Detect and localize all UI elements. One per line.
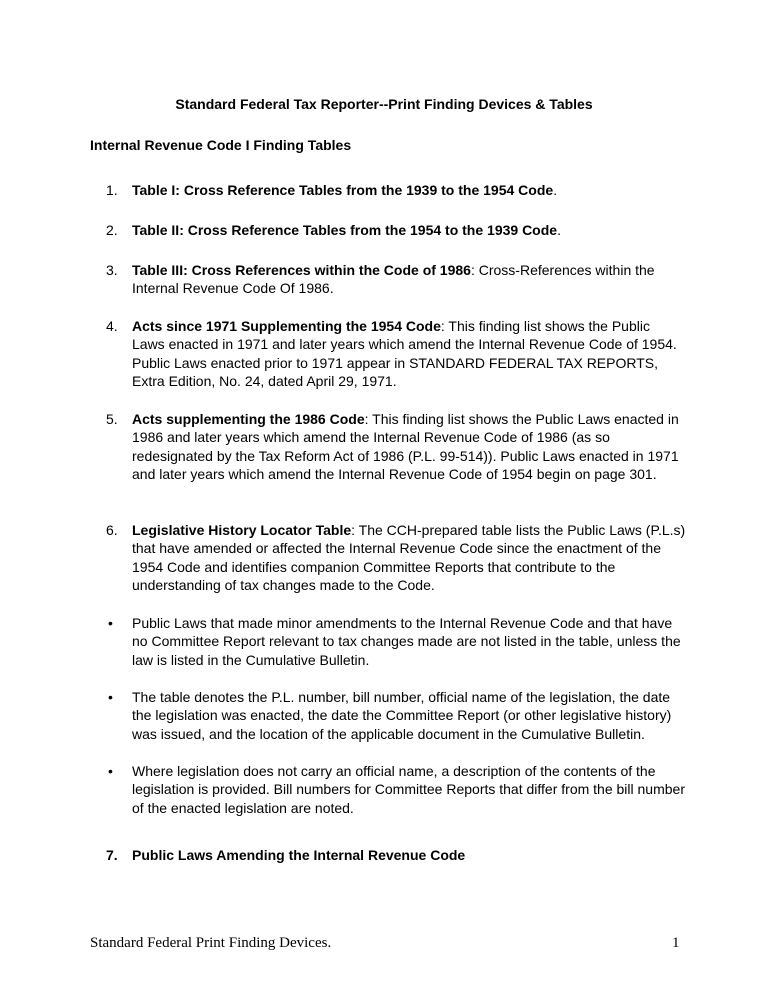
footer-text: Standard Federal Print Finding Devices. <box>90 935 332 951</box>
list-item-title: Legislative History Locator Table <box>132 522 352 538</box>
list-item-7 <box>106 847 465 863</box>
list-item-number: 1. <box>106 182 118 198</box>
list-item-number: 2. <box>106 222 118 238</box>
list-item-text: : Cross-References within the Internal Revenue Code Of 1986. <box>132 262 655 297</box>
list-item-number: 4. <box>106 318 118 334</box>
page-title: Standard Federal Tax Reporter--Print Finding Devices & Tables <box>175 96 593 112</box>
bullet-item-1 <box>108 614 686 669</box>
bullet-text: The table denotes the P.L. number, bill number, official name of the legislation, the date the legislation was enacted, the date the Committee Report (or other legislative history) was issued, and the location of the applicable document in the Cumulative Bulletin. <box>132 689 672 742</box>
list-item-4 <box>106 317 686 391</box>
bullet-icon: • <box>108 689 113 705</box>
list-item-3 <box>106 261 686 298</box>
bullet-icon: • <box>108 615 113 631</box>
bullet-item-2 <box>108 688 686 743</box>
bullet-text: Where legislation does not carry an official name, a description of the contents of the legislation is provided. Bill numbers for Committee Reports that differ from the bill number of the enacted legislation are noted. <box>132 763 685 816</box>
list-item-title: Acts supplementing the 1986 Code <box>132 411 365 427</box>
list-item-title: Table II: Cross Reference Tables from the 1954 to the 1939 Code <box>132 222 558 238</box>
bullet-text: Public Laws that made minor amendments to the Internal Revenue Code and that have no Committee Report relevant to tax changes made are not listed in the table, unless the law is listed in the Cumulative Bulletin. <box>132 615 681 668</box>
list-item-title: Public Laws Amending the Internal Revenue Code <box>132 847 466 863</box>
bullet-item-3 <box>108 762 686 817</box>
list-item-text: . <box>553 182 558 198</box>
list-item-2 <box>106 221 686 239</box>
list-item-number: 7. <box>106 847 118 863</box>
bullet-icon: • <box>108 763 113 779</box>
list-item-number: 5. <box>106 411 118 427</box>
list-item-text: : This finding list shows the Public Laws enacted in 1971 and later years which amend the Internal Revenue Code of 1954. Public Laws enacted prior to 1971 appear in STANDARD FEDERAL TAX REPORTS, Extra Edition, No. 24, dated April 29, 1971. <box>132 318 677 390</box>
list-item-5 <box>106 410 686 484</box>
list-item-1 <box>106 181 686 199</box>
list-item-number: 6. <box>106 522 118 538</box>
page-number: 1 <box>672 935 680 951</box>
list-item-title: Acts since 1971 Supplementing the 1954 Code <box>132 318 441 334</box>
list-item-text: : The CCH-prepared table lists the Public Laws (P.L.s) that have amended or affected the Internal Revenue Code since the enactment of the 1954 Code and identifies companion Committee Reports that contribute to the understanding of tax changes made to the Code. <box>132 522 686 594</box>
list-item-title: Table III: Cross References within the Code of 1986 <box>132 262 471 278</box>
list-item-text: : This finding list shows the Public Laws enacted in 1986 and later years which amend the Internal Revenue Code of 1986 (as so redesignated by the Tax Reform Act of 1986 (P.L. 99-514)). Public Laws enacted in 1971 and later years which amend the Internal Revenue Code of 1954 begin on page 301. <box>132 411 679 483</box>
list-item-number: 3. <box>106 262 118 278</box>
list-item-6 <box>106 521 686 595</box>
section-heading: Internal Revenue Code I Finding Tables <box>90 137 352 153</box>
list-item-text: . <box>557 222 561 238</box>
list-item-title: Table I: Cross Reference Tables from the 1939 to the 1954 Code <box>132 182 554 198</box>
